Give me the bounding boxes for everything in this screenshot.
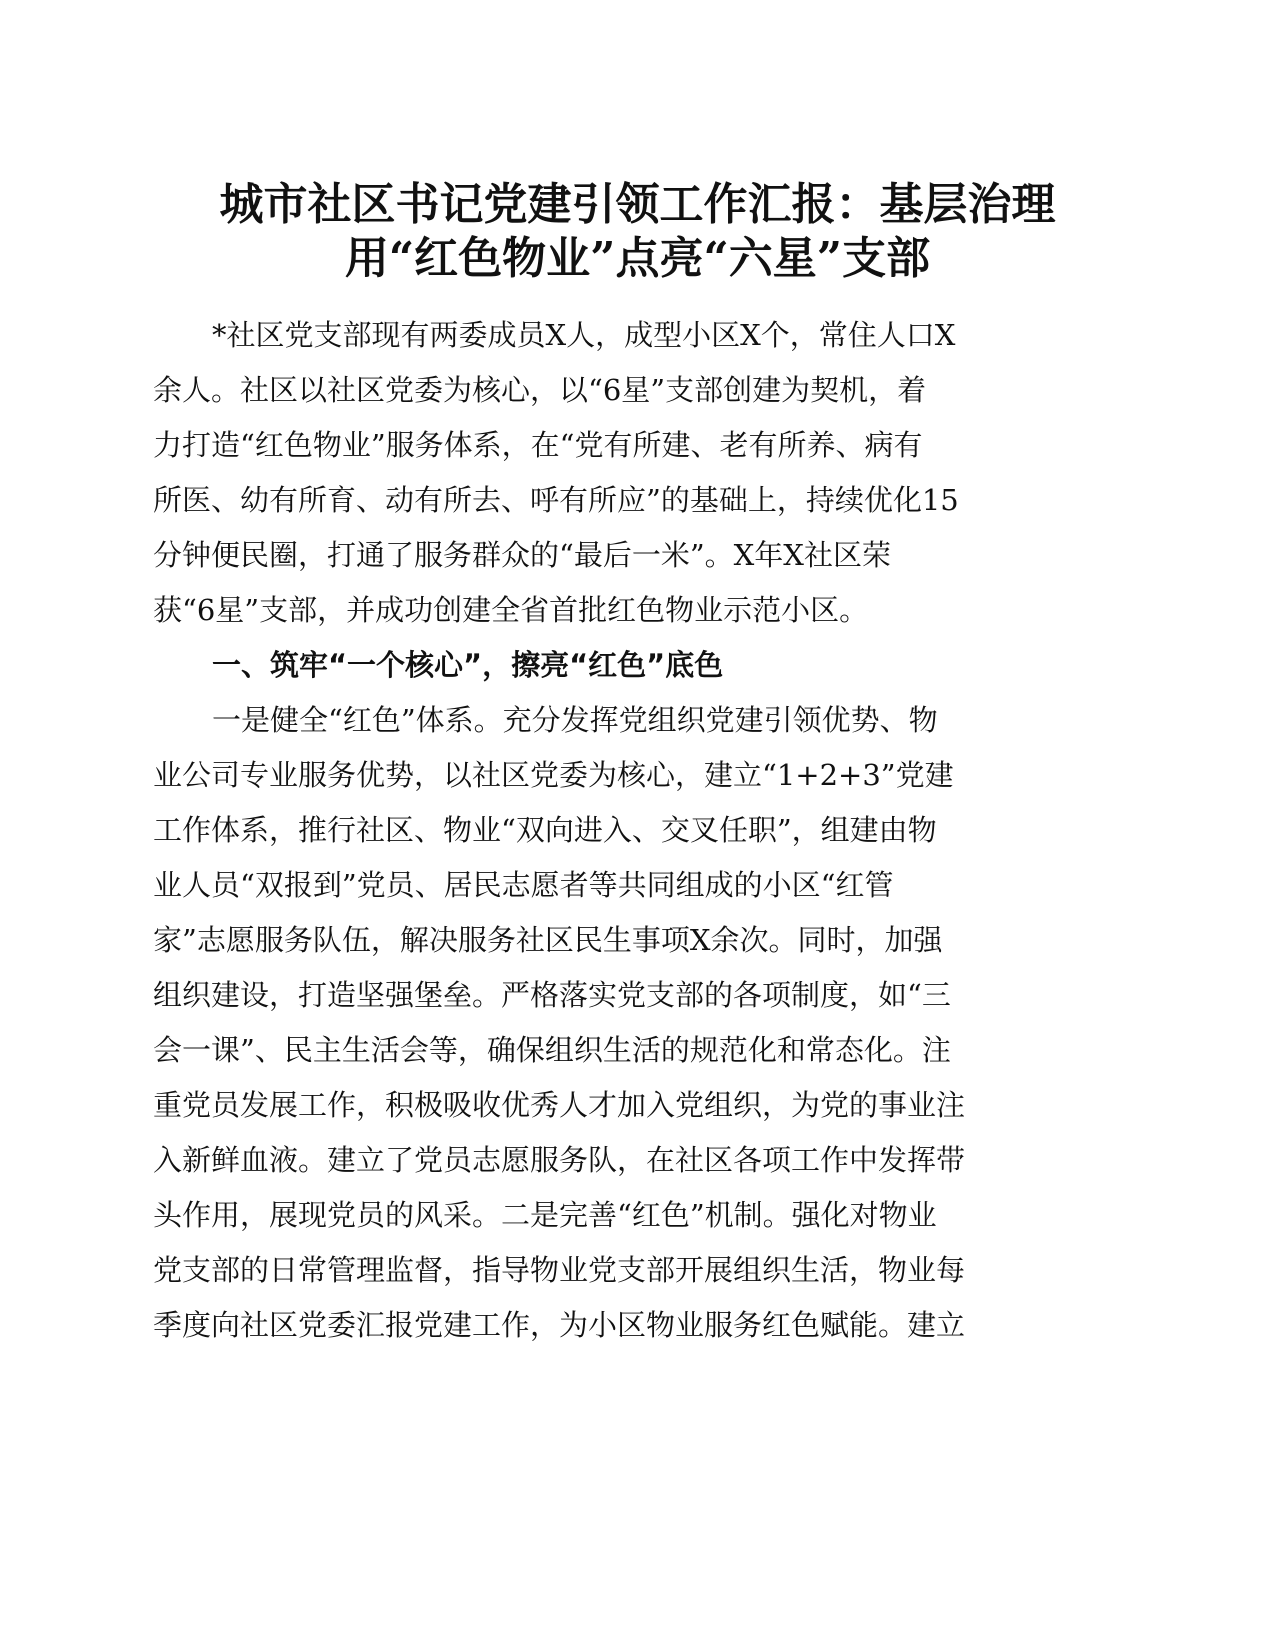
body-line: 入新鲜血液。建立了党员志愿服务队，在社区各项工作中发挥带	[153, 1143, 966, 1177]
document-title-line-1: 城市社区书记党建引领工作汇报：基层治理	[219, 179, 1056, 230]
body-line: 家”志愿服务队伍，解决服务社区民生事项X余次。同时，加强	[153, 923, 943, 957]
body-line: 业公司专业服务优势，以社区党委为核心，建立“1+2+3”党建	[153, 758, 954, 792]
body-line: 一是健全“红色”体系。充分发挥党组织党建引领优势、物	[212, 703, 938, 737]
body-line: 重党员发展工作，积极吸收优秀人才加入党组织，为党的事业注	[153, 1088, 966, 1122]
body-line: 头作用，展现党员的风采。二是完善“红色”机制。强化对物业	[153, 1198, 937, 1232]
intro-line: 获“6星”支部，并成功创建全省首批红色物业示范小区。	[153, 593, 869, 627]
intro-line: 分钟便民圈，打通了服务群众的“最后一米”。X年X社区荣	[153, 538, 891, 572]
intro-line: *社区党支部现有两委成员X人，成型小区X个，常住人口X	[212, 318, 956, 352]
body-line: 组织建设，打造坚强堡垒。严格落实党支部的各项制度，如“三	[153, 978, 951, 1012]
intro-line: 力打造“红色物业”服务体系，在“党有所建、老有所养、病有	[153, 428, 923, 462]
body-line: 党支部的日常管理监督，指导物业党支部开展组织生活，物业每	[153, 1253, 966, 1287]
intro-line: 余人。社区以社区党委为核心，以“6星”支部创建为契机，着	[153, 373, 927, 407]
section-heading: 一、筑牢“一个核心”，擦亮“红色”底色	[212, 648, 724, 682]
body-line: 会一课”、民主生活会等，确保组织生活的规范化和常态化。注	[153, 1033, 951, 1067]
document-title-line-2: 用“红色物业”点亮“六星”支部	[344, 233, 931, 284]
body-line: 工作体系，推行社区、物业“双向进入、交叉任职”，组建由物	[153, 813, 937, 847]
body-line: 业人员“双报到”党员、居民志愿者等共同组成的小区“红管	[153, 868, 894, 902]
intro-line: 所医、幼有所育、动有所去、呼有所应”的基础上，持续优化15	[153, 483, 959, 517]
body-line: 季度向社区党委汇报党建工作，为小区物业服务红色赋能。建立	[153, 1308, 966, 1342]
